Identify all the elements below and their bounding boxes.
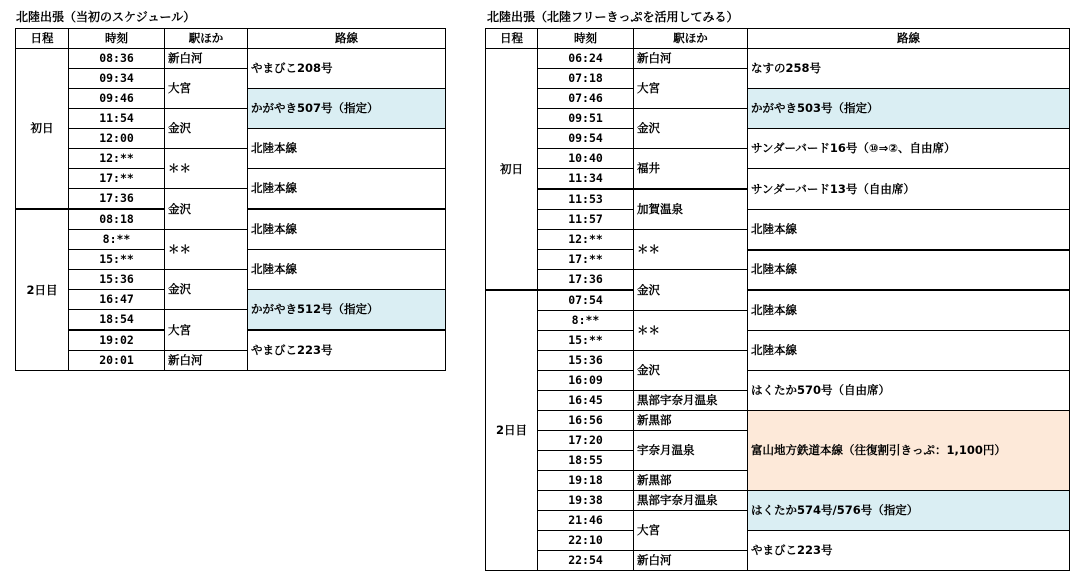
station-cell: ＊＊ (634, 230, 748, 270)
time-cell: 07:54 (538, 290, 634, 311)
line-cell: 北陸本線 (248, 250, 446, 290)
time-cell: 12:** (538, 230, 634, 250)
station-cell: 加賀温泉 (634, 189, 748, 230)
line-cell: やまびこ223号 (748, 531, 1070, 571)
station-cell: 金沢 (165, 109, 248, 149)
time-cell: 17:** (69, 169, 165, 189)
time-cell: 06:24 (538, 49, 634, 69)
time-cell: 22:10 (538, 531, 634, 551)
station-cell: 新黒部 (634, 411, 748, 431)
time-cell: 21:46 (538, 511, 634, 531)
time-cell: 22:54 (538, 551, 634, 571)
table-row (486, 290, 1070, 311)
time-cell: 15:36 (69, 270, 165, 290)
line-cell-reserved: はくたか574号/576号（指定） (748, 491, 1070, 531)
header-line: 路線 (748, 29, 1070, 49)
line-cell: サンダーバード13号（自由席） (748, 169, 1070, 210)
left-schedule-table (15, 28, 446, 371)
station-cell: 宇奈月温泉 (634, 431, 748, 471)
line-cell-reserved: かがやき503号（指定） (748, 89, 1070, 129)
station-cell: 大宮 (165, 69, 248, 109)
time-cell: 17:36 (69, 189, 165, 210)
line-cell: 北陸本線 (748, 210, 1070, 250)
time-cell: 17:36 (538, 270, 634, 291)
time-cell: 12:** (69, 149, 165, 169)
day-cell-day2: 2日目 (486, 290, 538, 571)
time-cell: 17:20 (538, 431, 634, 451)
station-cell: 金沢 (165, 270, 248, 310)
station-cell: ＊＊ (634, 311, 748, 351)
time-cell: 15:** (69, 250, 165, 270)
time-cell: 19:18 (538, 471, 634, 491)
line-cell: なすの258号 (748, 49, 1070, 89)
station-cell: 大宮 (165, 310, 248, 351)
header-row (486, 29, 1070, 49)
line-cell: はくたか570号（自由席） (748, 371, 1070, 411)
line-cell: 北陸本線 (248, 209, 446, 250)
time-cell: 09:51 (538, 109, 634, 129)
station-cell: 新白河 (634, 551, 748, 571)
time-cell: 12:00 (69, 129, 165, 149)
line-cell-reserved: かがやき512号（指定） (248, 290, 446, 331)
line-cell-reserved: かがやき507号（指定） (248, 89, 446, 129)
line-cell: やまびこ208号 (248, 49, 446, 89)
table-row (486, 89, 1070, 109)
time-cell: 11:54 (69, 109, 165, 129)
line-cell: 北陸本線 (748, 250, 1070, 291)
time-cell: 19:02 (69, 330, 165, 351)
header-time: 時刻 (69, 29, 165, 49)
table-row (486, 491, 1070, 511)
line-cell-local-railway: 富山地方鉄道本線（往復割引きっぷ：1,100円） (748, 411, 1070, 491)
header-station: 駅ほか (165, 29, 248, 49)
time-cell: 15:** (538, 331, 634, 351)
station-cell: 金沢 (165, 189, 248, 230)
line-cell: 北陸本線 (748, 290, 1070, 331)
station-cell: ＊＊ (165, 230, 248, 270)
station-cell: 金沢 (634, 351, 748, 391)
time-cell: 16:45 (538, 391, 634, 411)
left-table-title: 北陸出張（当初のスケジュール） (16, 10, 196, 24)
time-cell: 11:34 (538, 169, 634, 190)
header-station: 駅ほか (634, 29, 748, 49)
table-row (16, 49, 446, 69)
time-cell: 09:34 (69, 69, 165, 89)
station-cell: 福井 (634, 149, 748, 190)
table-row (486, 250, 1070, 270)
time-cell: 08:18 (69, 209, 165, 230)
time-cell: 18:55 (538, 451, 634, 471)
station-cell: 大宮 (634, 511, 748, 551)
time-cell: 09:54 (538, 129, 634, 149)
time-cell: 11:53 (538, 189, 634, 210)
time-cell: 16:56 (538, 411, 634, 431)
station-cell: 新白河 (165, 49, 248, 69)
station-cell: 金沢 (634, 109, 748, 149)
time-cell: 19:38 (538, 491, 634, 511)
time-cell: 16:09 (538, 371, 634, 391)
right-table-title: 北陸出張（北陸フリーきっぷを活用してみる） (487, 10, 739, 24)
station-cell: 新白河 (165, 351, 248, 371)
table-row (486, 331, 1070, 351)
line-cell: 北陸本線 (248, 169, 446, 210)
time-cell: 8:** (69, 230, 165, 250)
time-cell: 16:47 (69, 290, 165, 310)
time-cell: 20:01 (69, 351, 165, 371)
station-cell: 黒部宇奈月温泉 (634, 491, 748, 511)
station-cell: 新黒部 (634, 471, 748, 491)
table-row (486, 169, 1070, 190)
line-cell: やまびこ223号 (248, 330, 446, 371)
table-row (486, 49, 1070, 69)
table-row (486, 371, 1070, 391)
header-line: 路線 (248, 29, 446, 49)
time-cell: 11:57 (538, 210, 634, 230)
header-day: 日程 (486, 29, 538, 49)
table-row (486, 129, 1070, 149)
table-row (486, 411, 1070, 431)
header-day: 日程 (16, 29, 69, 49)
station-cell: 黒部宇奈月温泉 (634, 391, 748, 411)
time-cell: 08:36 (69, 49, 165, 69)
line-cell: 北陸本線 (748, 331, 1070, 371)
time-cell: 07:18 (538, 69, 634, 89)
day-cell-day1: 初日 (16, 49, 69, 210)
header-time: 時刻 (538, 29, 634, 49)
table-row (486, 210, 1070, 230)
station-cell: 大宮 (634, 69, 748, 109)
time-cell: 15:36 (538, 351, 634, 371)
time-cell: 07:46 (538, 89, 634, 109)
day-cell-day2: 2日目 (16, 209, 69, 371)
time-cell: 10:40 (538, 149, 634, 169)
line-cell: 北陸本線 (248, 129, 446, 169)
time-cell: 18:54 (69, 310, 165, 331)
time-cell: 17:** (538, 250, 634, 270)
right-schedule-table (485, 28, 1070, 571)
header-row (16, 29, 446, 49)
station-cell: ＊＊ (165, 149, 248, 189)
station-cell: 金沢 (634, 270, 748, 311)
table-row (486, 531, 1070, 551)
station-cell: 新白河 (634, 49, 748, 69)
time-cell: 8:** (538, 311, 634, 331)
time-cell: 09:46 (69, 89, 165, 109)
line-cell: サンダーバード16号（⑩⇒②、自由席） (748, 129, 1070, 169)
day-cell-day1: 初日 (486, 49, 538, 291)
